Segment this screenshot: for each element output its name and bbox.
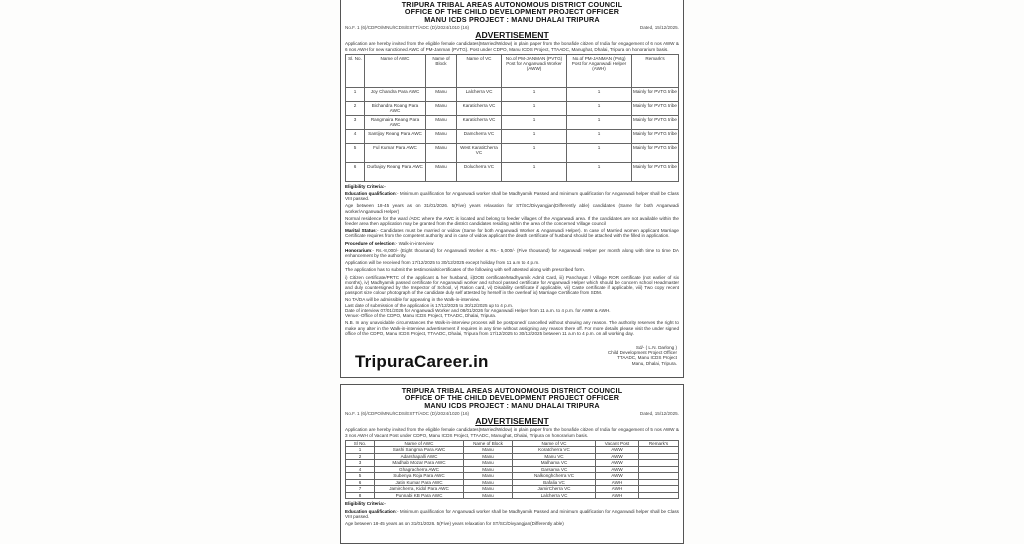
col-header: Name of AWC: [375, 440, 464, 447]
cell: 5: [346, 143, 365, 162]
table-row: [346, 143, 679, 162]
honorarium-paragraph: [345, 248, 679, 258]
education-label: Education qualification: [345, 191, 396, 197]
cell: Koratcherra VC: [513, 447, 596, 454]
col-header: Sl. No.: [346, 54, 365, 87]
cell: 6: [346, 479, 375, 486]
cell: Manu: [426, 115, 457, 129]
col-header: Remark's: [632, 54, 679, 87]
age-paragraph: Age between 18-45 years as on 31/01/2026. 5(Five) years relaxation for ST/SC/Divyangjan(Differently able): [345, 520, 564, 526]
signature-designation: Child Development Project Officer: [607, 350, 677, 356]
cell: Damcherra VC: [457, 129, 502, 143]
table-row: [346, 129, 679, 143]
col-header: Name of Block: [464, 440, 513, 447]
cell: Lalcherra VC: [513, 492, 596, 499]
cell: Manu: [426, 87, 457, 101]
cell: Mainly for PVTG tribe: [632, 162, 679, 181]
intro-paragraph: Application are hereby invited from the eligible female candidates(Married/Widow) in plain paper from the bonafide citizen of India for engagement of 6 nos AWW & 6 nos AWH for new sanctioned AWC of PM-Janman (PVTG). Post under CDPO, Manu ICDS Project, TTAADC, Manughat, Dhalai, Tripura on honorarium basis.: [345, 41, 679, 52]
cell: Lalcherra VC: [457, 87, 502, 101]
cell: 1: [346, 87, 365, 101]
signature-location: Manu, Dhalai, Tripura.: [631, 360, 677, 366]
cell: 1: [502, 87, 567, 101]
cell: Garsama VC: [513, 466, 596, 473]
cell: Rangmaira Reang Para AWC: [365, 115, 426, 129]
col-header: Name of Block: [426, 54, 457, 87]
cell: 1: [567, 129, 632, 143]
cell: 4: [346, 129, 365, 143]
cell: 6: [346, 162, 365, 181]
cell: AWW: [596, 460, 639, 467]
cell: 1: [502, 129, 567, 143]
cell: Manu: [464, 479, 513, 486]
col-header: Sl No.: [346, 440, 375, 447]
table-row: [346, 115, 679, 129]
marital-text: :- Candidates must be married or widow (Same for both Anganwadi Worker & Anganwadi Helper). In case of Married women applicant Marriage Certificate requires from the competent authority and in case of widow applicant the death certificate of husband should be attached with the filled in application.: [345, 228, 679, 239]
table-row: [346, 492, 679, 499]
col-header: Vacant Post: [596, 440, 639, 447]
honorarium-label: Honorarium: [345, 247, 372, 253]
intro-paragraph: Application are hereby invited from the eligible female candidates(Married/Widow) in plain paper from the bonafide citizen of India for engagement of 5 nos AWW & 3 nos AWH of Vacant Post under CDPO, Manu ICDS Project, TTAADC, Manughat, Dhalai, Tripura on honorarium basis.: [345, 427, 679, 438]
cell: 1: [502, 101, 567, 115]
last-date-line: Last date of submission of the application is 17/12/2025 to 30/12/2025 up to 4 p.m.: [345, 302, 514, 308]
cell: Ful Kumar Para AWC: [365, 143, 426, 162]
cell: Manu: [464, 486, 513, 493]
honorarium-text: :- Rs.-8,000/- (Eight thousand) for Anganwadi Worker & Rs.- 5,000/- (Five thousand) for Anganwadi Helper per month along with time to time DA enhancement by the authority.: [345, 247, 679, 259]
cell: 1: [502, 162, 567, 181]
cell: Manu: [426, 129, 457, 143]
advertisement-heading: ADVERTISEMENT: [475, 30, 549, 41]
reference-number: No.F. 1 (6)/CDPO/MNU/ICDS/ESTT/ADC (D)/2024/1020 (16): [345, 411, 470, 417]
cell: Adarshapalli AWC: [375, 453, 464, 460]
cell: Jatin Kumar Para AWC: [375, 479, 464, 486]
cell: Durbajoy Reang Para AWC: [365, 162, 426, 181]
cell: Joy Chandra Para AWC: [365, 87, 426, 101]
marital-label: Marital Status: [345, 228, 376, 234]
education-paragraph: [345, 509, 679, 519]
col-header: No.of PM-JANMAN (Pvtg) Post for Anganwadi Helper (AWH): [567, 54, 632, 87]
cell: Mainly for PVTG tribe: [632, 143, 679, 162]
office-title: OFFICE OF THE CHILD DEVELOPMENT PROJECT OFFICER: [404, 7, 620, 17]
cell: 4: [346, 466, 375, 473]
ta-da-line: No TA/DA will be admissible for appearing in the Walk-in-interview.: [345, 297, 480, 303]
advertisement-document-2: [340, 384, 684, 544]
education-paragraph: [345, 191, 679, 201]
table-row: [346, 87, 679, 101]
testimonials-paragraph: The application has to submit the testimonials/certificates of the following with self attested along with prescribed form.: [345, 267, 586, 273]
cell: Karaticherra VC: [457, 115, 502, 129]
nb-paragraph: N.B. In any unavoidable circumstances the Walk-in-interview process will be postponed/ cancelled without showing any reason. The authority reserves the right to make any alter in the Walk-in-interview advertisement if requires in any time without assigning any reason there off. For more details please visit the under signed office of the CDPO, Manu ICDS Project, TTAADC, Dhalai, Tripura from 17/12/2025 to 30/12/2025 between 11 a.m to 4 p.m. on all working day.: [345, 320, 679, 336]
cell: AWW: [596, 473, 639, 480]
cell: 1: [567, 162, 632, 181]
col-header: Name of VC: [457, 54, 502, 87]
education-label: Education qualification: [345, 508, 396, 514]
cell: AWW: [596, 447, 639, 454]
procedure-text: :- Walk-in-interview: [394, 240, 434, 246]
cell: Nalkonghcherra VC: [513, 473, 596, 480]
cell: Madhab Mozar Para AWC: [375, 460, 464, 467]
procedure-label: Procedure of selection: [345, 240, 395, 246]
documents-paragraph: i) Citizen certificate/PRTC of the applicant & her husband, ii)DOB certificate/Madhyamik Admit Card, iii) Panchayat / Village ROR certificate (not earlier of six months), iv) Madhyamik passed certificate for Anganwadi worker and school passed certificate for Anganwadi Helper which should be concern school Headmaster and duly countersigned by the Inspector of School, v) Ration card, vi) Disability certificate if applicable, vii) Caste certificate if applicable, viii) Two copy recent passport size colour photograph of the candidate duly self attested by herself in the overleaf ix) Marriage Certificate from SDM.: [345, 274, 679, 296]
cell: Karaticherra VC: [457, 101, 502, 115]
cell: Ghagracherra AWC: [375, 466, 464, 473]
education-text: :- Minimum qualification for Anganwadi worker shall be Madhyamik Passed and minimum qualification for Anganwadi helper shall be Class VIII passed.: [345, 508, 679, 519]
cell: Jamircherra, Kidol Para AWC: [375, 486, 464, 493]
cell: Bafalia VC: [513, 479, 596, 486]
cell: 1: [567, 115, 632, 129]
cell: Manu: [464, 473, 513, 480]
signature-office: TTAADC, Manu ICDS Project: [617, 355, 677, 361]
cell: Manu: [464, 460, 513, 467]
cell: Manu: [426, 143, 457, 162]
age-paragraph: Age between 18-45 years as on 31/01/2026. 5(Five) years relaxation for ST/SC/Divyangjan(Differently able) candidates (Same for both Anganwadi worker/Anganwadi Helper): [345, 203, 679, 214]
cell: Mainly for PVTG tribe: [632, 87, 679, 101]
venue-line: Venue:-Office of the CDPO, Manu ICDS Project, TTAADC, Dhalai, Tripura.: [345, 313, 497, 319]
cell: Malhama VC: [513, 460, 596, 467]
project-title: MANU ICDS PROJECT : MANU DHALAI TRIPURA: [424, 400, 600, 410]
cell: Subenya Roja Para AWC: [375, 473, 464, 480]
cell: Dolucherra VC: [457, 162, 502, 181]
cell: 8: [346, 492, 375, 499]
eligibility-heading: Eligibility Criteria:-: [345, 183, 386, 189]
received-paragraph: Application will be received from 17/12/2025 to 30/12/2025 except holiday from 11 a.m to 4 p.m.: [345, 260, 540, 266]
col-header: Remark's: [639, 440, 679, 447]
office-title: OFFICE OF THE CHILD DEVELOPMENT PROJECT OFFICER: [404, 393, 620, 403]
table-header-row: [346, 54, 679, 87]
cell: West KaratiCherra VC: [457, 143, 502, 162]
cell: 5: [346, 473, 375, 480]
cell: Santijoy Reang Para AWC: [365, 129, 426, 143]
cell: Manu: [464, 447, 513, 454]
signature-name: Sd/- ( L.N. Darlong ): [635, 345, 677, 350]
dated: Dated, 15/12/2025.: [639, 25, 679, 31]
eligibility-heading: Eligibility Criteria:-: [345, 501, 386, 507]
cell: AWW: [596, 466, 639, 473]
signature-block: [608, 345, 677, 366]
cell: JamirCherra VC: [513, 486, 596, 493]
cell: 1: [567, 87, 632, 101]
cell: 2: [346, 453, 375, 460]
cell: 3: [346, 460, 375, 467]
col-header: Name of VC: [513, 440, 596, 447]
advertisement-heading: ADVERTISEMENT: [475, 416, 549, 427]
council-title: TRIPURA TRIBAL AREAS AUTONOMOUS DISTRICT COUNCIL: [401, 386, 623, 395]
cell: AWH: [596, 486, 639, 493]
cell: AWH: [596, 479, 639, 486]
cell: Manu: [426, 101, 457, 115]
project-title: MANU ICDS PROJECT : MANU DHALAI TRIPURA: [424, 14, 600, 24]
cell: 7: [346, 486, 375, 493]
table-row: [346, 101, 679, 115]
council-title: TRIPURA TRIBAL AREAS AUTONOMOUS DISTRICT COUNCIL: [401, 0, 623, 9]
cell: Manu: [464, 453, 513, 460]
cell: Manu VC: [513, 453, 596, 460]
procedure-paragraph: [345, 241, 679, 246]
cell: Mainly for PVTG tribe: [632, 115, 679, 129]
interview-date-line: Date of interview 07/01/2026 for Anganwadi Worker and 08/01/2026 for Anganwadi Helper from 11 a.m. to 4 p.m. for AWW & AWH.: [345, 307, 611, 313]
dated: Dated, 15/12/2025.: [639, 411, 679, 417]
education-text: :- Minimum qualification for Anganwadi worker shall be Madhyamik Passed and minimum qualification for Anganwadi helper shall be Class VIII passed.: [345, 191, 679, 202]
cell: 1: [502, 115, 567, 129]
col-header: Name of AWC: [365, 54, 426, 87]
residence-paragraph: Normal residence for the ward /ADC where the AWC is located and belong to feeder villages of the Anganwadi area. If the candidates are not available within the feeder area then application may be granted from the district candidates residing within the area of the concerned Village council: [345, 215, 679, 227]
reference-number: No.F. 1 (6)/CDPO/MNU/ICDS/ESTT/ADC (D)/2024/1010 (16): [345, 25, 470, 31]
cell: Bichandra Roang Para AWC: [365, 101, 426, 115]
cell: AWH: [596, 492, 639, 499]
vacant-posts-table: [345, 440, 679, 500]
cell: Manu: [464, 466, 513, 473]
cell: AWW: [596, 453, 639, 460]
cell: Manu: [426, 162, 457, 181]
table-row: [346, 162, 679, 181]
watermark-brand: TripuraCareer.in: [355, 352, 489, 371]
col-header: No.of PM-JANMAN (PVTG) Post for Anganwadi Worker (AWW): [502, 54, 567, 87]
advertisement-document-1: [340, 0, 684, 378]
posts-table: [345, 54, 679, 182]
cell: Mainly for PVTG tribe: [632, 101, 679, 115]
cell: 3: [346, 115, 365, 129]
cell: Punnabi KB Para AWC: [375, 492, 464, 499]
cell: 1: [567, 101, 632, 115]
cell: Mainly for PVTG tribe: [632, 129, 679, 143]
cell: Sashi Sangma Para AWC: [375, 447, 464, 454]
cell: 1: [346, 447, 375, 454]
cell: Manu: [464, 492, 513, 499]
marital-paragraph: [345, 228, 679, 238]
cell: 1: [567, 143, 632, 162]
cell: [639, 492, 679, 499]
cell: 2: [346, 101, 365, 115]
cell: 1: [502, 143, 567, 162]
